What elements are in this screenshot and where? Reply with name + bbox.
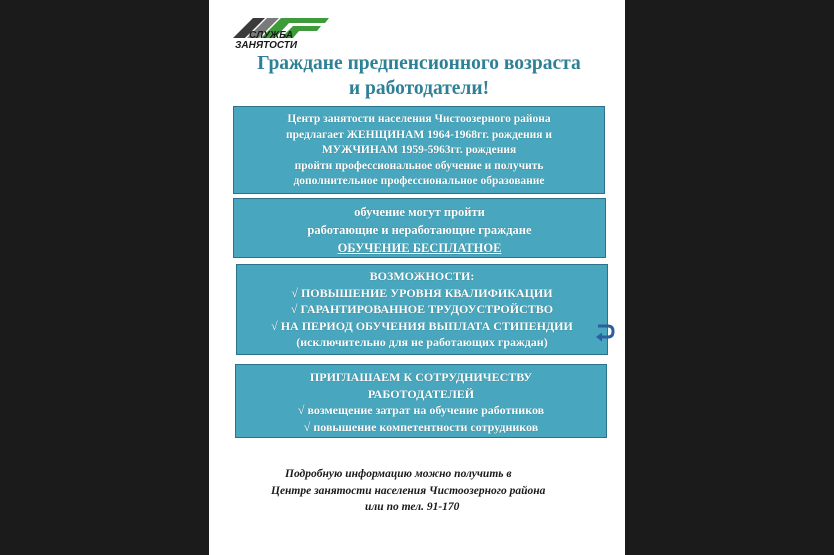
- opportunities-heading: ВОЗМОЖНОСТИ:: [369, 269, 475, 283]
- employers-item: √ возмещение затрат на обучение работников: [297, 403, 545, 417]
- eligibility-line: работающие и неработающие граждане: [307, 223, 532, 237]
- offer-box: [233, 106, 605, 194]
- logo-text: [235, 31, 297, 51]
- eligibility-box: [233, 198, 606, 258]
- eligibility-line: обучение могут пройти: [354, 205, 485, 219]
- offer-line: предлагает ЖЕНЩИНАМ 1964-1968гг. рождения и: [286, 128, 552, 141]
- employers-heading: ПРИГЛАШАЕМ К СОТРУДНИЧЕСТВУ: [309, 370, 533, 384]
- opportunities-box: [236, 264, 608, 355]
- return-arrow-icon: [594, 322, 616, 342]
- opportunity-item: √ НА ПЕРИОД ОБУЧЕНИЯ ВЫПЛАТА СТИПЕНДИИ: [271, 318, 573, 333]
- opportunity-note: (исключительно для не работающих граждан): [296, 335, 548, 349]
- free-training-label: ОБУЧЕНИЕ БЕСПЛАТНОЕ: [337, 241, 502, 255]
- title-line-2: и работодатели!: [348, 78, 490, 99]
- opportunity-item: √ ПОВЫШЕНИЕ УРОВНЯ КВАЛИФИКАЦИИ: [291, 285, 553, 300]
- contact-line-1: Подробную информацию можно получить в: [285, 468, 512, 480]
- contact-phone: или по тел. 91-170: [365, 501, 460, 513]
- offer-line: МУЖЧИНАМ 1959-5963гг. рождения: [321, 144, 517, 156]
- employers-heading: РАБОТОДАТЕЛЕЙ: [367, 386, 475, 401]
- offer-line: дополнительное профессиональное образование: [293, 175, 545, 187]
- title-line-1: Граждане предпенсионного возраста: [257, 53, 581, 74]
- opportunity-item: √ ГАРАНТИРОВАННОЕ ТРУДОУСТРОЙСТВО: [290, 302, 554, 316]
- contact-line-2: Центре занятости населения Чистоозерного района: [271, 484, 546, 497]
- flyer-page: [209, 0, 625, 555]
- logo-line-2: ЗАНЯТОСТИ: [235, 40, 298, 51]
- employers-box: [235, 364, 607, 438]
- offer-line: пройти профессиональное обучение и получить: [294, 159, 544, 172]
- contact-info: [257, 466, 617, 516]
- page-title: [229, 51, 609, 101]
- employers-item: √ повышение компетентности сотрудников: [303, 419, 539, 434]
- offer-line: Центр занятости населения Чистоозерного района: [287, 113, 551, 125]
- logo-line-1: СЛУЖБА: [249, 30, 294, 41]
